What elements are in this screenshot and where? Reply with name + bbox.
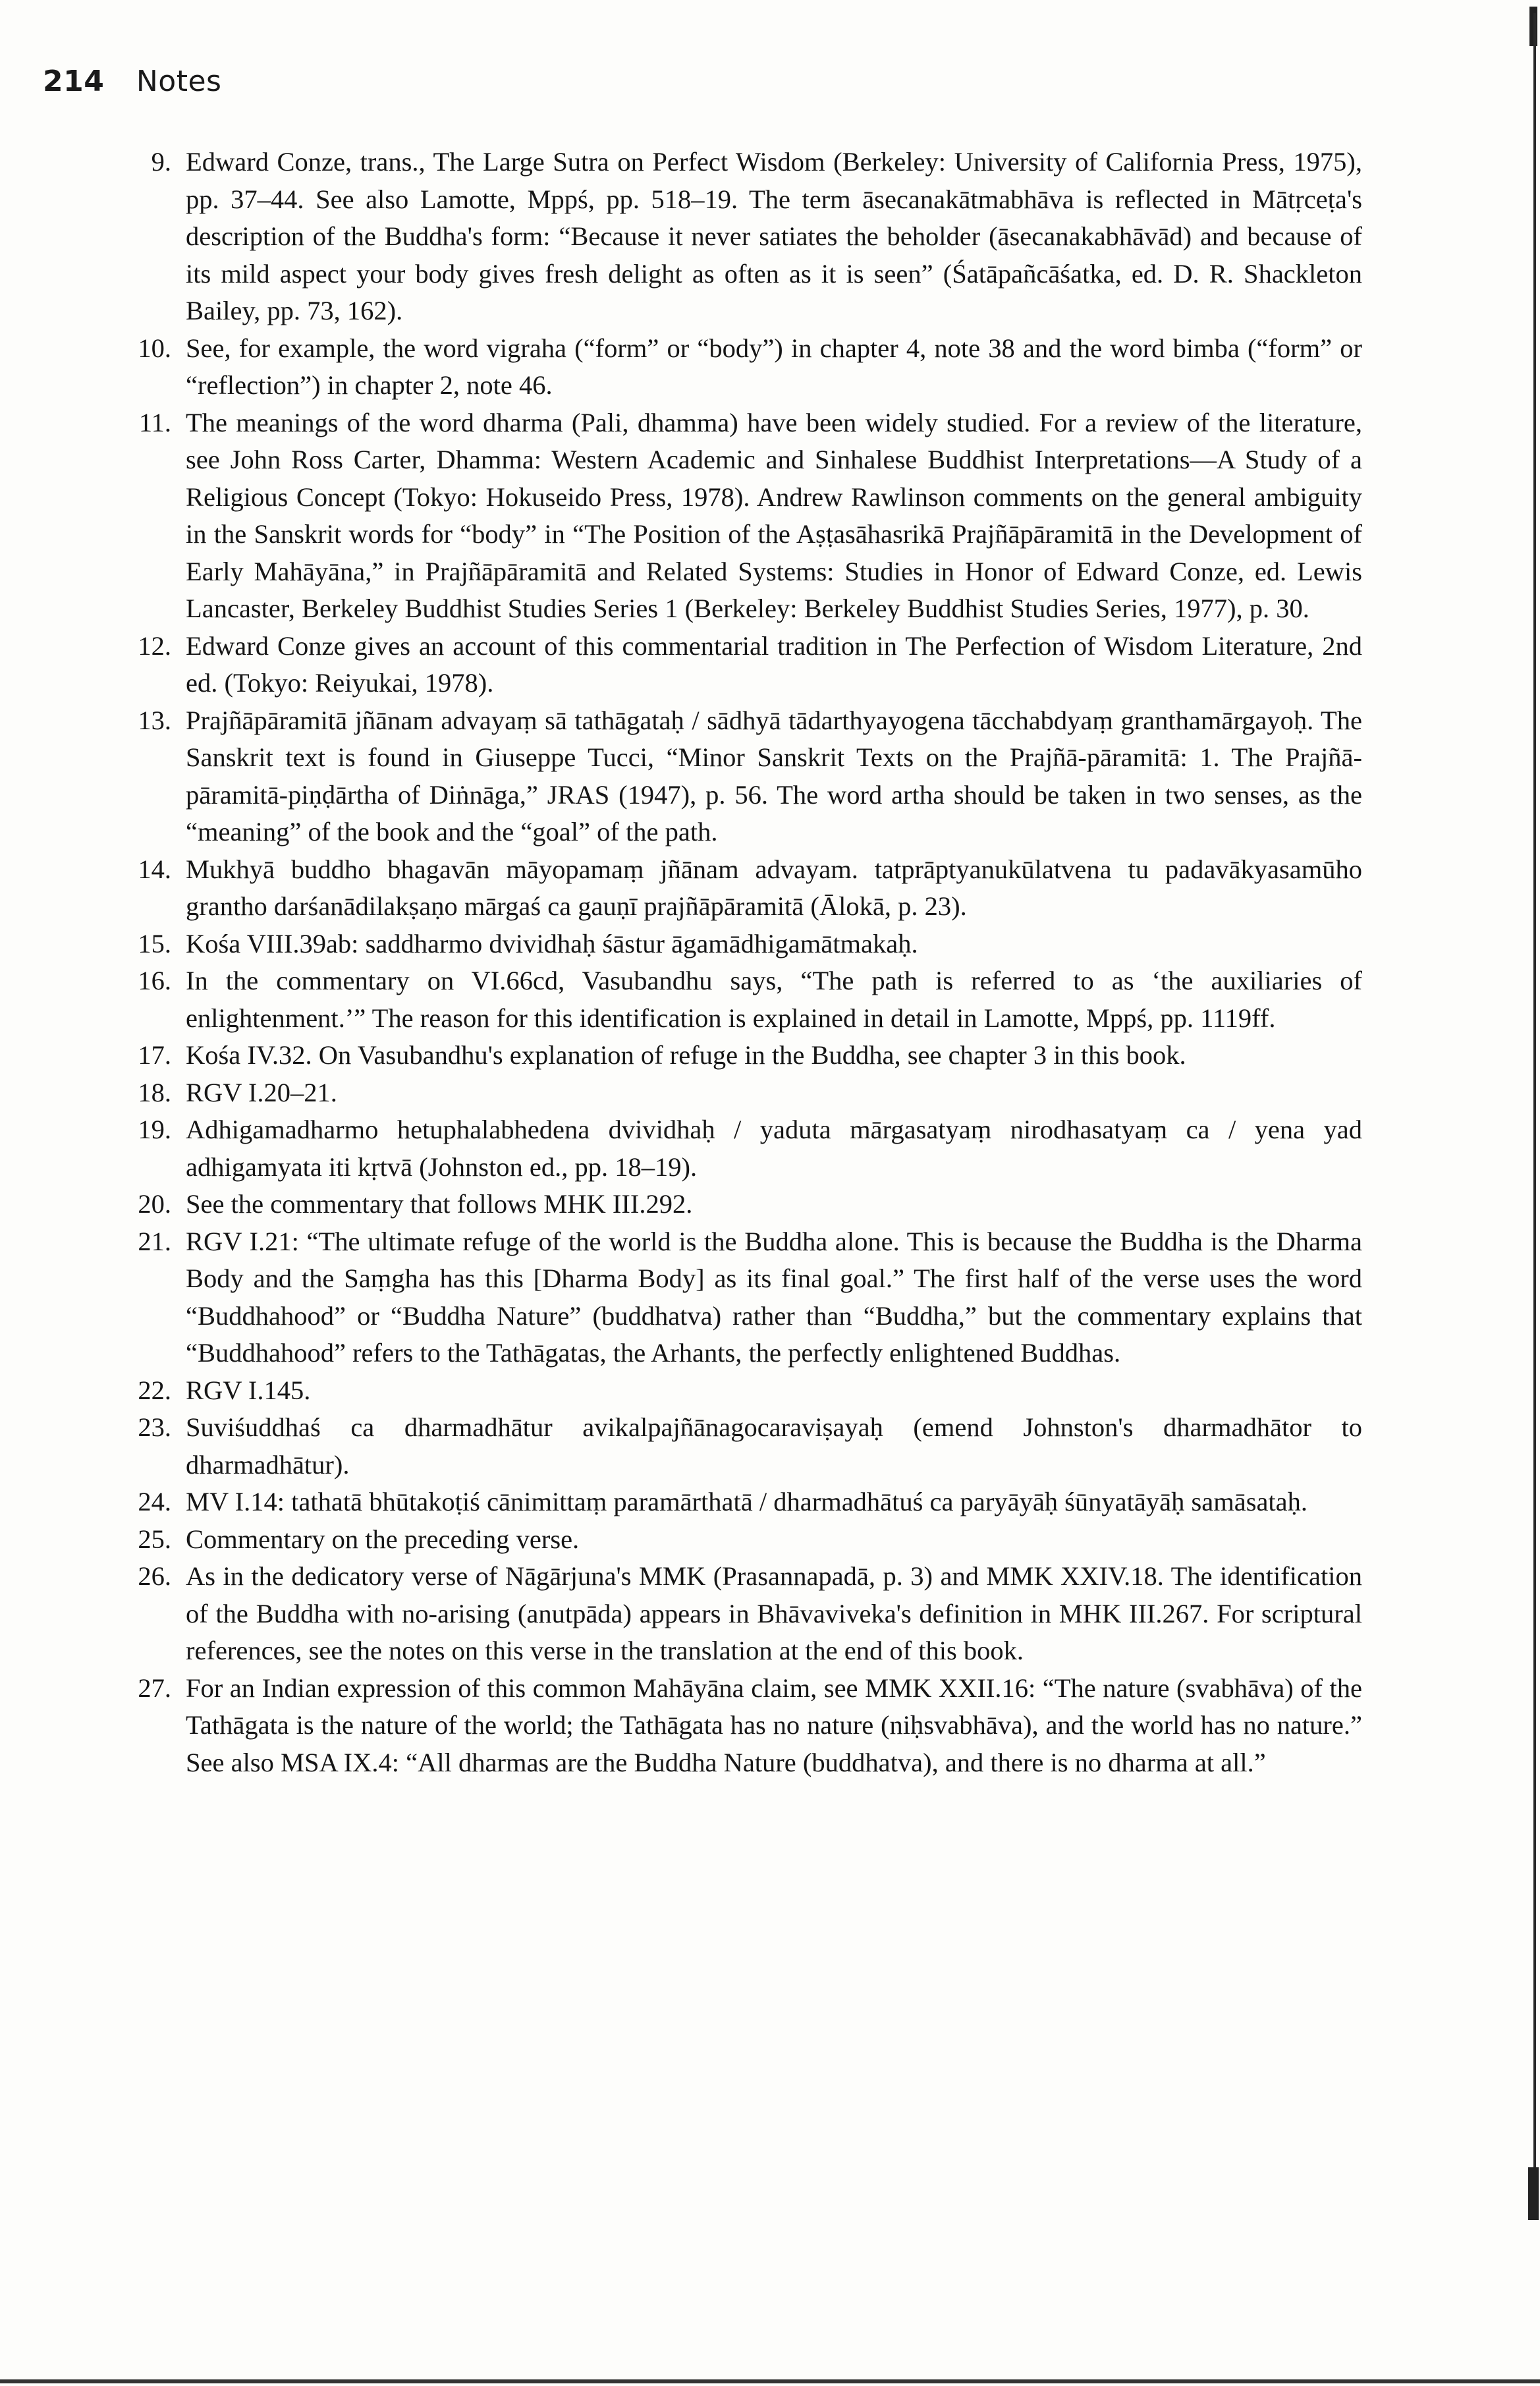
note-item [138,1186,1362,1223]
note-text: Kośa VIII.39ab: saddharmo dvividhaḥ śāstur āgamādhigamātmakaḥ. [186,928,918,958]
note-number: 23. [138,1412,171,1442]
note-item [138,1074,1362,1112]
note-item [138,1521,1362,1559]
note-number: 18. [138,1077,171,1107]
note-item [138,404,1362,628]
note-number: 17. [138,1040,171,1070]
note-number: 11. [138,407,171,437]
note-text: Kośa IV.32. On Vasubandhu's explanation of refuge in the Buddha, see chapter 3 in this book. [186,1040,1186,1070]
note-number: 13. [138,705,171,735]
note-text: MV I.14: tathatā bhūtakoṭiś cānimittaṃ paramārthatā / dharmadhātuś ca paryāyāḥ śūnyatāyāḥ samāsataḥ. [186,1487,1308,1516]
section-title: Notes [136,65,222,98]
page-edge-mark-bottom [1528,2167,1539,2220]
note-text: RGV I.145. [186,1375,311,1405]
note-text: The meanings of the word dharma (Pali, dhamma) have been widely studied. For a review of the literature, see John Ross Carter, Dhamma: Western Academic and Sinhalese Buddhist Interpretations—A Study of a Religious Concept (Tokyo: Hokuseido Press, 1978). Andrew Rawlinson comments on the general ambiguity in the Sanskrit words for “body” in “The Position of the Aṣṭasāhasrikā Prajñāpāramitā in the Development of Early Mahāyāna,” in Prajñāpāramitā and Related Systems: Studies in Honor of Edward Conze, ed. Lewis Lancaster, Berkeley Buddhist Studies Series 1 (Berkeley: Berkeley Buddhist Studies Series, 1977), p. 30. [186,407,1362,623]
note-text: See the commentary that follows MHK III.292. [186,1189,693,1219]
note-text: Edward Conze, trans., The Large Sutra on Perfect Wisdom (Berkeley: University of California Press, 1975), pp. 37–44. See also Lamotte, Mppś, pp. 518–19. The term āsecanakātmabhāva is reflected in Mātṛceṭa's description of the Buddha's form: “Because it never satiates the beholder (āsecanakabhāvād) and because of its mild aspect your body gives fresh delight as often as it is seen” (Śatāpañcāśatka, ed. D. R. Shackleton Bailey, pp. 73, 162). [186,147,1362,325]
note-number: 14. [138,854,171,884]
page-number: 214 [43,65,105,98]
note-text: RGV I.20–21. [186,1077,337,1107]
note-number: 27. [138,1673,171,1703]
note-number: 22. [138,1375,171,1405]
note-number: 20. [138,1189,171,1219]
note-text: Adhigamadharmo hetuphalabhedena dvividhaḥ / yaduta mārgasatyaṃ nirodhasatyaṃ ca / yena yad adhigamyata iti kṛtvā (Johnston ed., pp. 18–19). [186,1115,1362,1182]
note-text: As in the dedicatory verse of Nāgārjuna's MMK (Prasannapadā, p. 3) and MMK XXIV.18. The identification of the Buddha with no-arising (anutpāda) appears in Bhāvaviveka's definition in MHK III.267. For scriptural references, see the notes on this verse in the translation at the end of this book. [186,1561,1362,1665]
note-number: 26. [138,1561,171,1591]
note-item [151,144,1362,330]
note-item [138,1409,1362,1484]
page-edge-shadow [1533,13,1536,2213]
note-item [138,1670,1362,1782]
note-number: 16. [138,966,171,995]
note-text: Commentary on the preceding verse. [186,1524,580,1554]
note-item [138,1558,1362,1670]
note-number: 10. [138,333,171,363]
note-text: See, for example, the word vigraha (“form” or “body”) in chapter 4, note 38 and the word bimba (“form” or “reflection”) in chapter 2, note 46. [186,333,1362,400]
note-text: For an Indian expression of this common Mahāyāna claim, see MMK XXII.16: “The nature (svabhāva) of the Tathāgata is the nature of the world; the Tathāgata has no nature (niḥsvabhāva), and the world has no nature.” See also MSA IX.4: “All dharmas are the Buddha Nature (buddhatva), and there is no dharma at all.” [186,1673,1362,1777]
note-text: Prajñāpāramitā jñānam advayaṃ sā tathāgataḥ / sādhyā tādarthyayogena tācchabdyaṃ granthamārgayoḥ. The Sanskrit text is found in Giuseppe Tucci, “Minor Sanskrit Texts on the Prajñā-pāramitā: 1. The Prajñā-pāramitā-piṇḍārtha of Diṅnāga,” JRAS (1947), p. 56. The word artha should be taken in two senses, as the “meaning” of the book and the “goal” of the path. [186,705,1362,846]
note-number: 19. [138,1115,171,1144]
note-number: 25. [138,1524,171,1554]
note-item [138,1111,1362,1186]
note-item [138,851,1362,926]
note-number: 9. [151,147,171,177]
running-head [43,65,221,98]
note-number: 12. [138,630,171,661]
note-item [138,628,1362,702]
note-item [138,702,1362,851]
note-item [138,1037,1362,1074]
note-text: Edward Conze gives an account of this commentarial tradition in The Perfection of Wisdom Literature, 2nd ed. (Tokyo: Reiyukai, 1978). [186,630,1362,698]
note-item [138,1484,1362,1521]
note-item [138,330,1362,404]
page-bottom-edge [0,2379,1540,2383]
note-item [138,1223,1362,1372]
note-number: 21. [138,1226,171,1256]
note-text: Suviśuddhaś ca dharmadhātur avikalpajñānagocaraviṣayaḥ (emend Johnston's dharmadhātor to dharmadhātur). [186,1412,1362,1480]
note-text: Mukhyā buddho bhagavān māyopamaṃ jñānam advayam. tatprāptyanukūlatvena tu padavākyasamūho grantho darśanādilakṣaṇo mārgaś ca gauṇī prajñāpāramitā (Ālokā, p. 23). [186,854,1362,921]
note-text: In the commentary on VI.66cd, Vasubandhu says, “The path is referred to as ‘the auxiliaries of enlightenment.’” The reason for this identification is explained in detail in Lamotte, Mppś, pp. 1119ff. [186,966,1362,1033]
note-number: 15. [138,928,171,958]
note-item [138,926,1362,963]
note-text: RGV I.21: “The ultimate refuge of the world is the Buddha alone. This is because the Buddha is the Dharma Body and the Saṃgha has this [Dharma Body] as its final goal.” The first half of the verse uses the word “Buddhahood” or “Buddha Nature” (buddhatva) rather than “Buddha,” but the commentary explains that “Buddhahood” refers to the Tathāgatas, the Arhants, the perfectly enlightened Buddhas. [186,1226,1362,1368]
note-item [138,1372,1362,1410]
notes-list [138,144,1362,1781]
note-number: 24. [138,1487,171,1516]
note-item [138,962,1362,1037]
